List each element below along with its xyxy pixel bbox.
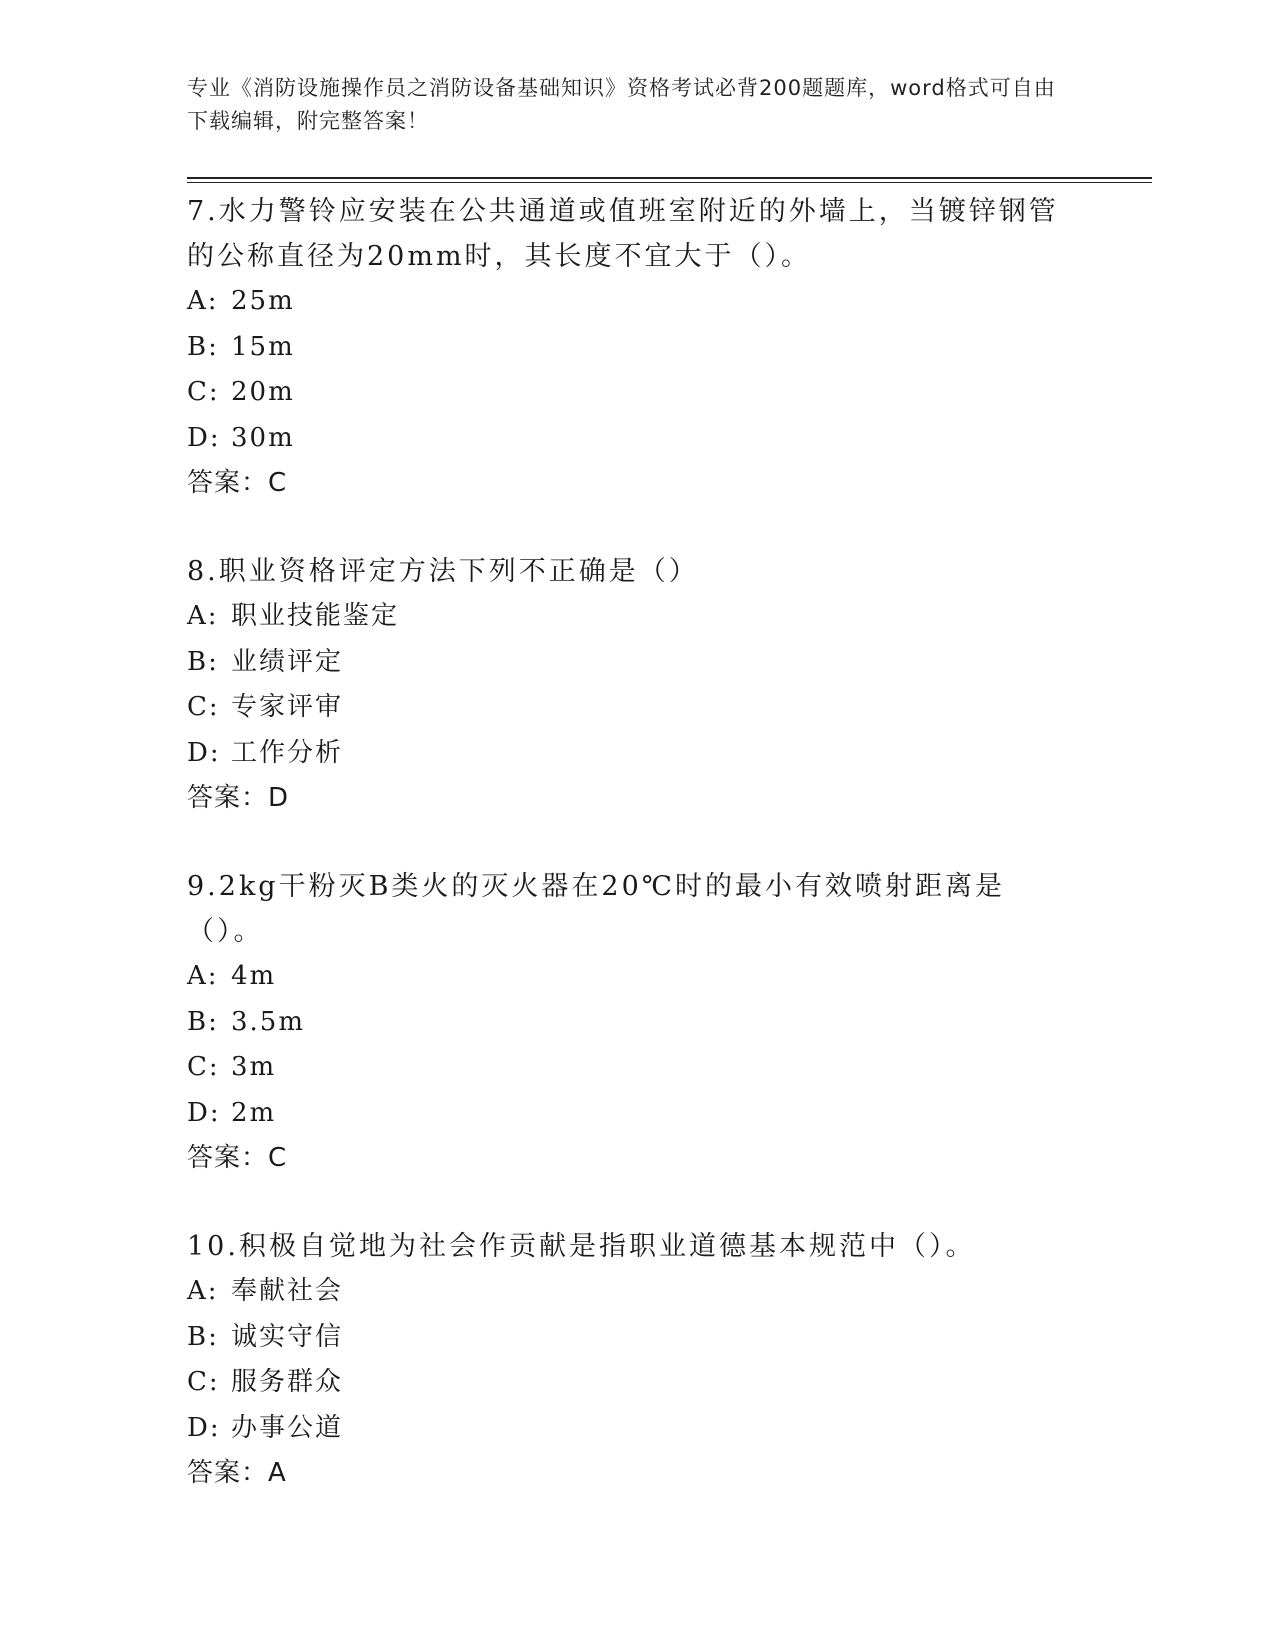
- option-text: 3.5m: [231, 1006, 306, 1037]
- option-letter: B:: [187, 331, 219, 362]
- option-c: [187, 370, 1067, 416]
- question-stem: 10.积极自觉地为社会作贡献是指职业道德基本规范中（）。: [187, 1231, 976, 1262]
- option-text: 工作分析: [231, 737, 344, 768]
- question-8: [187, 549, 1067, 820]
- option-text: 25m: [231, 286, 295, 316]
- option-letter: A:: [187, 1276, 219, 1306]
- option-d: [187, 1406, 1067, 1452]
- option-letter: A:: [187, 286, 219, 316]
- option-text: 15m: [231, 331, 295, 362]
- option-a: [187, 1269, 1067, 1315]
- question-list: [187, 189, 1067, 1539]
- option-letter: C:: [187, 1052, 220, 1082]
- option-letter: A:: [187, 961, 219, 991]
- option-text: 4m: [231, 961, 277, 991]
- option-a: [187, 954, 1067, 1000]
- header-rule-thick: [187, 177, 1152, 179]
- header-rule-thin: [187, 182, 1152, 183]
- option-text: 办事公道: [231, 1412, 344, 1443]
- option-b: [187, 325, 1067, 371]
- option-letter: B:: [187, 1006, 219, 1037]
- question-stem: 8.职业资格评定方法下列不正确是（）: [187, 556, 699, 587]
- option-text: 专家评审: [231, 692, 344, 722]
- question-9: [187, 864, 1067, 1180]
- option-a: [187, 594, 1067, 640]
- option-d: [187, 416, 1067, 462]
- option-letter: D:: [187, 422, 221, 453]
- option-text: 30m: [231, 422, 295, 453]
- option-c: [187, 1360, 1067, 1406]
- option-b: [187, 1315, 1067, 1361]
- option-text: 诚实守信: [231, 1321, 344, 1352]
- option-d: [187, 1091, 1067, 1137]
- option-text: 奉献社会: [231, 1276, 344, 1306]
- option-letter: D:: [187, 737, 221, 768]
- option-text: 服务群众: [231, 1367, 344, 1397]
- option-letter: B:: [187, 1321, 219, 1352]
- option-text: 3m: [231, 1052, 277, 1082]
- option-letter: C:: [187, 377, 220, 407]
- option-b: [187, 1000, 1067, 1046]
- answer-line: 答案：A: [187, 1458, 287, 1488]
- option-text: 2m: [231, 1097, 277, 1128]
- answer-line: 答案：C: [187, 1143, 288, 1173]
- option-letter: C:: [187, 1367, 220, 1397]
- question-7: [187, 189, 1067, 505]
- question-10: [187, 1224, 1067, 1495]
- option-letter: B:: [187, 646, 219, 677]
- option-text: 业绩评定: [231, 646, 344, 677]
- document-header: 专业《消防设施操作员之消防设备基础知识》资格考试必背200题题库，word格式可自由下载编辑，附完整答案！: [187, 76, 1056, 133]
- option-c: [187, 1045, 1067, 1091]
- option-text: 20m: [231, 377, 295, 407]
- option-a: [187, 279, 1067, 325]
- option-letter: D:: [187, 1097, 221, 1128]
- answer-line: 答案：C: [187, 468, 288, 498]
- option-b: [187, 640, 1067, 686]
- question-stem: 9.2kg干粉灭B类火的灭火器在20℃时的最小有效喷射距离是（）。: [187, 871, 1005, 947]
- option-c: [187, 685, 1067, 731]
- option-d: [187, 731, 1067, 777]
- question-stem: 7.水力警铃应安装在公共通道或值班室附近的外墙上，当镀锌钢管的公称直径为20mm时，其长度不宜大于（）。: [187, 196, 1059, 272]
- option-text: 职业技能鉴定: [231, 601, 400, 631]
- option-letter: A:: [187, 601, 219, 631]
- answer-line: 答案：D: [187, 783, 290, 813]
- option-letter: C:: [187, 692, 220, 722]
- option-letter: D:: [187, 1412, 221, 1443]
